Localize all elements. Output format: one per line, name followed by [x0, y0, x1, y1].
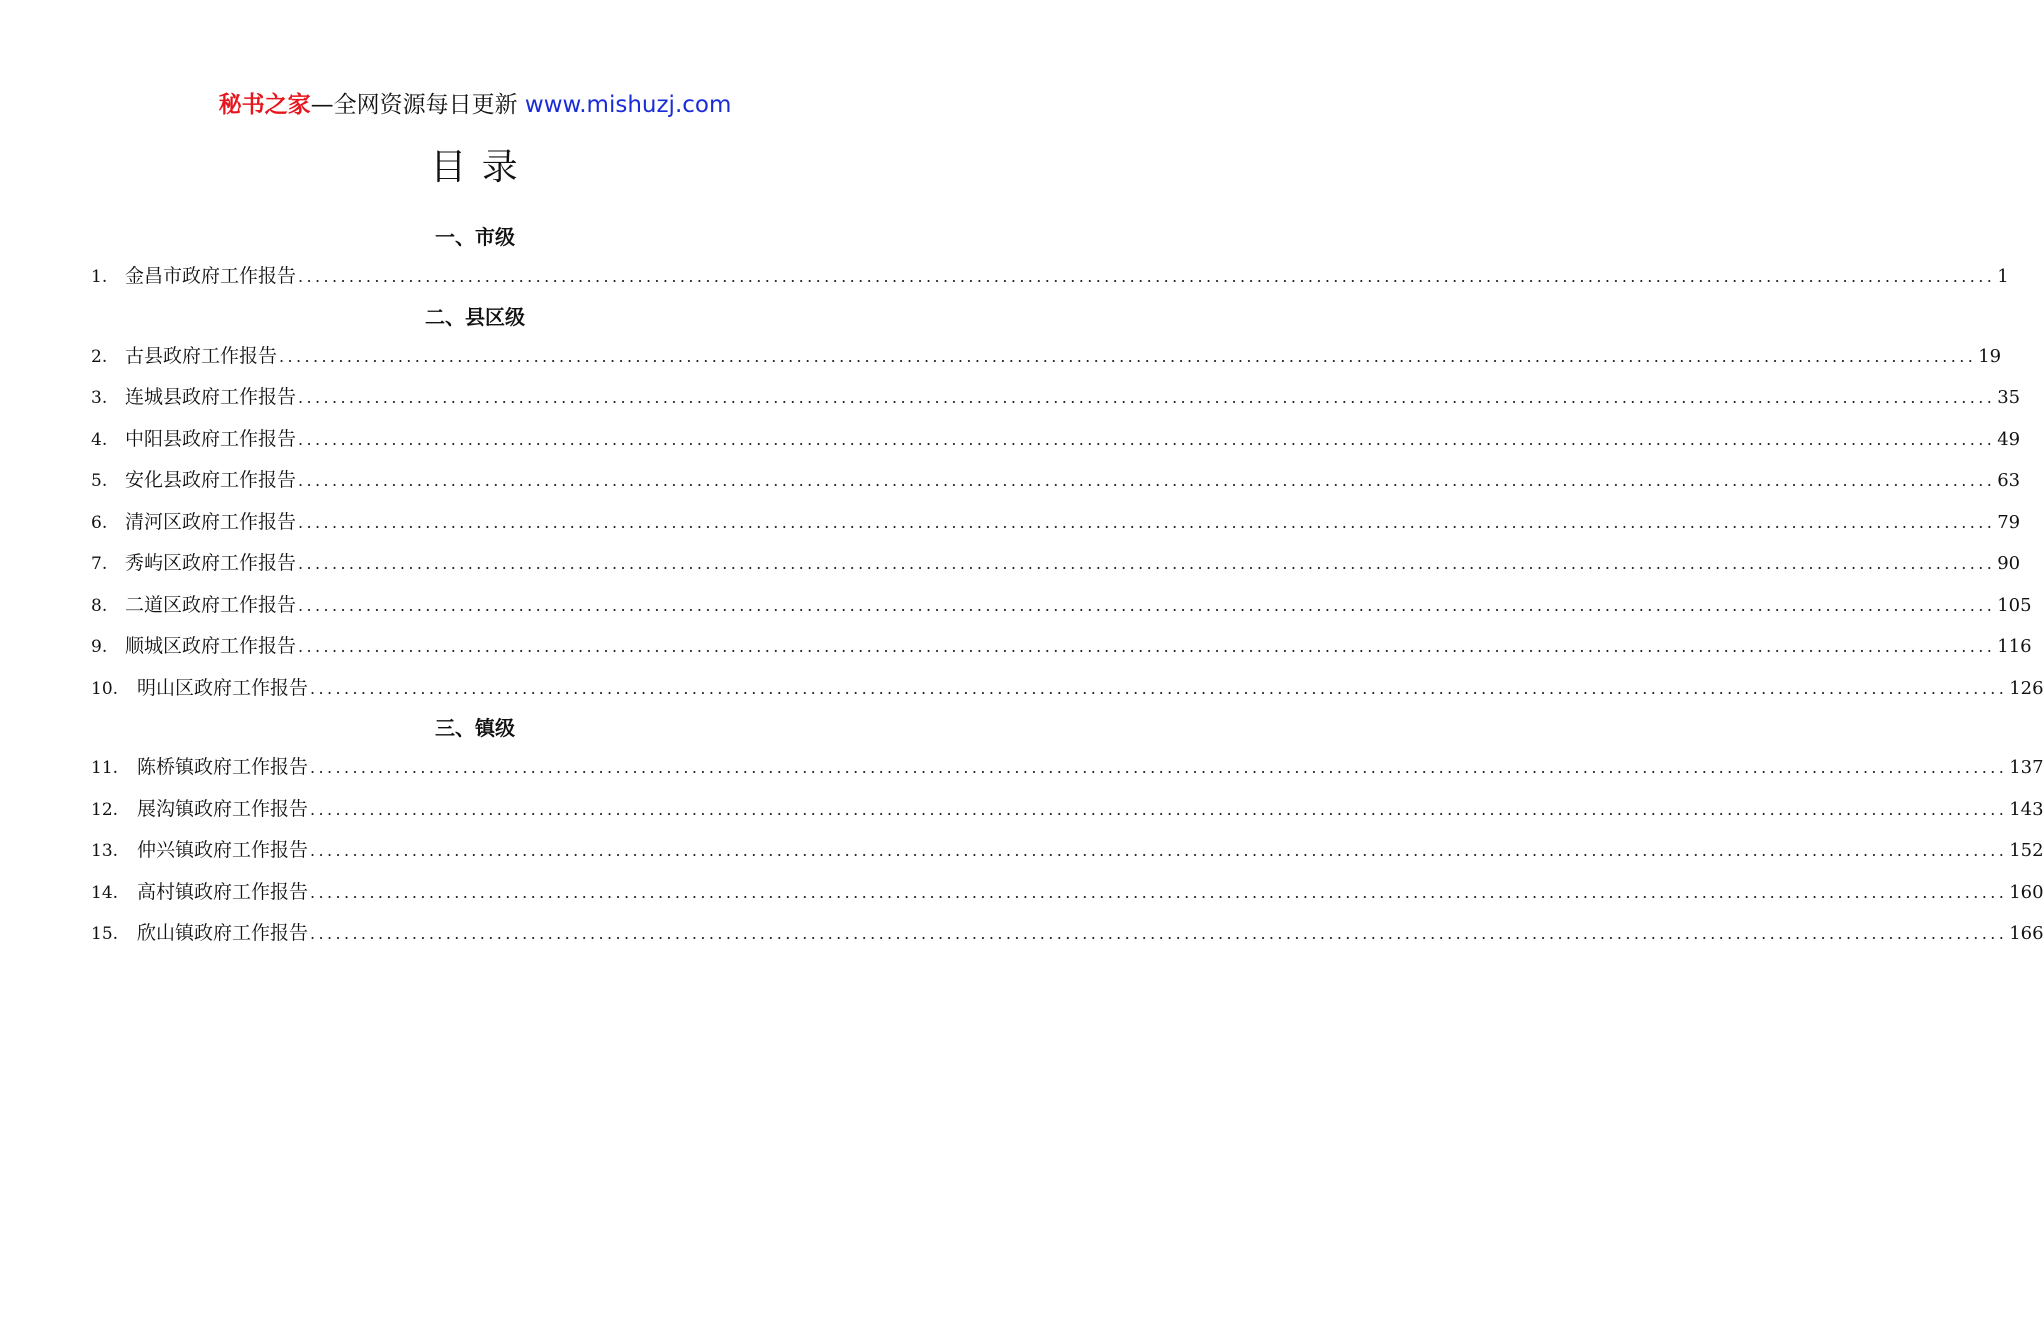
- toc-entry-page-number: 35: [1997, 387, 2021, 408]
- toc-entry-number: 6.: [91, 512, 108, 533]
- toc-entry-title: 展沟镇政府工作报告: [137, 797, 309, 820]
- toc-entry-title: 欣山镇政府工作报告: [137, 922, 309, 944]
- toc-section-heading: 二、县区级: [425, 304, 525, 329]
- toc-entry-page-number: 105: [1997, 594, 2032, 616]
- toc-dot-leader: ........................................................................................................................................................................................................: [279, 346, 1977, 366]
- toc-entry-number: 13.: [91, 841, 119, 861]
- toc-entry-title: 仲兴镇政府工作报告: [137, 839, 309, 861]
- toc-dot-leader: ........................................................................................................................................................................................................: [310, 841, 2008, 860]
- toc-entry-number: 9.: [91, 637, 108, 657]
- toc-entry[interactable]: [91, 377, 2021, 419]
- toc-entry-title: 高村镇政府工作报告: [137, 880, 309, 903]
- toc-entry[interactable]: [91, 789, 2044, 831]
- toc-entry-title: 清河区政府工作报告: [125, 510, 297, 533]
- site-banner: [0, 88, 950, 122]
- toc-entry-number: 5.: [91, 471, 108, 491]
- toc-dot-leader: ........................................................................................................................................................................................................: [310, 924, 2008, 943]
- toc-entry-page-number: 143: [2009, 798, 2044, 820]
- toc-entry-number: 4.: [91, 429, 108, 450]
- toc-entry-number: 15.: [91, 924, 119, 944]
- toc-entry-title: 古县政府工作报告: [125, 344, 278, 367]
- page-title: 目 录: [430, 147, 520, 188]
- toc-entry-page-number: 79: [1997, 511, 2021, 533]
- toc-dot-leader: ........................................................................................................................................................................................................: [298, 554, 1996, 573]
- toc-entry[interactable]: [91, 460, 2021, 502]
- toc-entry[interactable]: [91, 872, 2044, 914]
- toc-entry-title: 金昌市政府工作报告: [125, 265, 297, 287]
- toc-entry-page-number: 160: [2009, 881, 2044, 903]
- toc-entry[interactable]: [91, 256, 2009, 298]
- toc-entry[interactable]: [91, 913, 2044, 955]
- toc-section-heading: 三、镇级: [435, 716, 515, 740]
- toc-entry-number: 12.: [91, 799, 119, 820]
- toc-dot-leader: ........................................................................................................................................................................................................: [298, 471, 1996, 490]
- toc-dot-leader: ........................................................................................................................................................................................................: [298, 512, 1996, 532]
- toc-entry-title: 顺城区政府工作报告: [125, 635, 297, 657]
- toc-entry-title: 连城县政府工作报告: [125, 386, 297, 408]
- toc-entry-number: 14.: [91, 882, 119, 903]
- toc-entry-number: 11.: [91, 758, 119, 778]
- toc-entry-number: 8.: [91, 595, 108, 616]
- toc-entry-title: 安化县政府工作报告: [125, 469, 297, 491]
- toc-entry-page-number: 116: [1997, 636, 2032, 657]
- toc-entry-page-number: 1: [1997, 266, 2009, 287]
- toc-entry-number: 2.: [91, 346, 108, 367]
- banner-tagline: —全网资源每日更新: [310, 92, 525, 118]
- toc-dot-leader: ........................................................................................................................................................................................................: [298, 595, 1996, 615]
- table-of-contents: [91, 218, 2044, 955]
- brand-name: 秘书之家: [218, 92, 311, 118]
- toc-entry[interactable]: [91, 419, 2021, 461]
- toc-entry-title: 秀屿区政府工作报告: [125, 552, 297, 574]
- toc-entry[interactable]: [91, 336, 2002, 378]
- toc-entry[interactable]: [91, 668, 2044, 710]
- toc-entry-page-number: 126: [2009, 677, 2044, 699]
- toc-entry-number: 3.: [91, 388, 108, 408]
- toc-entry-title: 陈桥镇政府工作报告: [137, 756, 309, 778]
- toc-entry-title: 中阳县政府工作报告: [125, 427, 297, 450]
- toc-entry-number: 7.: [91, 554, 108, 574]
- toc-entry-page-number: 19: [1978, 345, 2002, 367]
- site-url-link[interactable]: www.mishuzj.com: [524, 92, 732, 118]
- toc-entry-number: 10.: [91, 678, 119, 699]
- toc-entry-page-number: 137: [2009, 757, 2044, 778]
- toc-entry[interactable]: [91, 543, 2021, 585]
- toc-entry-title: 明山区政府工作报告: [137, 676, 309, 699]
- toc-entry-page-number: 152: [2009, 840, 2044, 861]
- toc-dot-leader: ........................................................................................................................................................................................................: [298, 637, 1996, 656]
- toc-entry-page-number: 49: [1997, 428, 2021, 450]
- toc-entry-page-number: 90: [1997, 553, 2021, 574]
- toc-entry[interactable]: [91, 830, 2044, 872]
- toc-dot-leader: ........................................................................................................................................................................................................: [298, 388, 1996, 407]
- toc-dot-leader: ........................................................................................................................................................................................................: [310, 882, 2008, 902]
- toc-entry-page-number: 166: [2009, 923, 2044, 944]
- toc-entry[interactable]: [91, 585, 2032, 627]
- toc-entry[interactable]: [91, 502, 2021, 544]
- toc-dot-leader: ........................................................................................................................................................................................................: [298, 267, 1996, 286]
- toc-dot-leader: ........................................................................................................................................................................................................: [310, 678, 2008, 698]
- toc-entry[interactable]: [91, 747, 2044, 789]
- toc-entry-number: 1.: [91, 267, 108, 287]
- toc-entry[interactable]: [91, 626, 2032, 668]
- toc-entry-title: 二道区政府工作报告: [125, 593, 297, 616]
- toc-dot-leader: ........................................................................................................................................................................................................: [298, 429, 1996, 449]
- toc-dot-leader: ........................................................................................................................................................................................................: [310, 758, 2008, 777]
- toc-entry-page-number: 63: [1997, 470, 2021, 491]
- toc-dot-leader: ........................................................................................................................................................................................................: [310, 799, 2008, 819]
- toc-section-heading: 一、市级: [435, 225, 515, 249]
